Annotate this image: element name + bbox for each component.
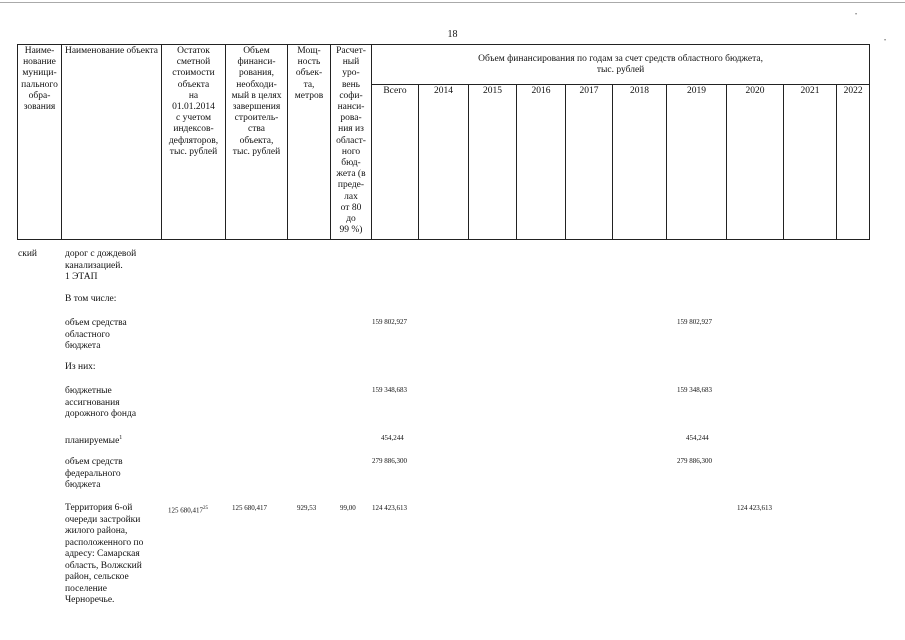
regional-budget-total: 159 802,927 (372, 318, 407, 326)
road-fund-total: 159 348,683 (372, 386, 407, 394)
territory-level: 99,00 (340, 504, 356, 512)
planned-label: планируемые$^1$ (65, 435, 123, 447)
road-fund-2019: 159 348,683 (677, 386, 712, 394)
header-balance: Остаток сметной стоимости объекта на 01.01.2014 с учетом индексов- дефляторов, тыс. рублей (162, 45, 226, 240)
header-year: 2021 (784, 85, 837, 240)
page-number: 18 (447, 29, 458, 40)
federal-budget-label: объем средств федерального бюджета (65, 457, 123, 490)
scan-mark: • (855, 12, 858, 18)
regional-budget-2019: 159 802,927 (677, 318, 712, 326)
header-municipality: Наиме- нование муници- пального обра- зования (18, 45, 62, 240)
header-year: 2018 (613, 85, 667, 240)
territory-2020: 124 423,613 (737, 504, 772, 512)
header-capacity: Мощ- ность объек- та, метров (288, 45, 331, 240)
planned-total: 454,244 (381, 434, 404, 442)
header-financing: Объем финансирования по годам за счет средств областного бюджета, тыс. рублей (372, 45, 870, 85)
header-total: Всего (372, 85, 419, 240)
including-label: В том числе: (65, 294, 117, 304)
header-year: 2017 (566, 85, 613, 240)
header-volume: Объем финанси- рования, необходи- мый в целях завершения строитель- ства объекта, тыс. рублей (226, 45, 288, 240)
page-top-edge (0, 2, 905, 3)
header-year: 2014 (419, 85, 469, 240)
regional-budget-label: объем средства областного бюджета (65, 318, 127, 351)
planned-2019: 454,244 (686, 434, 709, 442)
federal-budget-total: 279 886,300 (372, 457, 407, 465)
of-them-label: Из них: (65, 362, 96, 372)
header-level: Расчет- ный уро- вень софи- нанси- рова- ния из област- ного бюд- жета (в преде- лах от 80 до 99 %) (331, 45, 372, 240)
municipality-tail: ский (18, 249, 37, 259)
federal-budget-2019: 279 886,300 (677, 457, 712, 465)
header-year: 2015 (469, 85, 517, 240)
territory-capacity: 929,53 (297, 504, 317, 512)
territory-volume: 125 680,417 (232, 504, 267, 512)
table-header (17, 44, 870, 240)
scan-mark: • (884, 38, 887, 44)
header-object: Наименование объекта (62, 45, 162, 240)
road-fund-label: бюджетные ассигнования дорожного фонда (65, 386, 137, 419)
territory-label: Территория 6-ой очереди застройки жилого района, расположенного по адресу: Самарская область, Волжский район, сельское поселение Черноречье. (65, 503, 144, 605)
object-tail: дорог с дождевой канализацией. 1 ЭТАП (65, 249, 137, 282)
territory-total: 124 423,613 (372, 504, 407, 512)
header-year: 2019 (667, 85, 727, 240)
header-year: 2016 (517, 85, 566, 240)
header-year: 2020 (727, 85, 784, 240)
territory-balance: 125 680,417$^{25}$ (168, 506, 208, 515)
header-year: 2022 (837, 85, 870, 240)
